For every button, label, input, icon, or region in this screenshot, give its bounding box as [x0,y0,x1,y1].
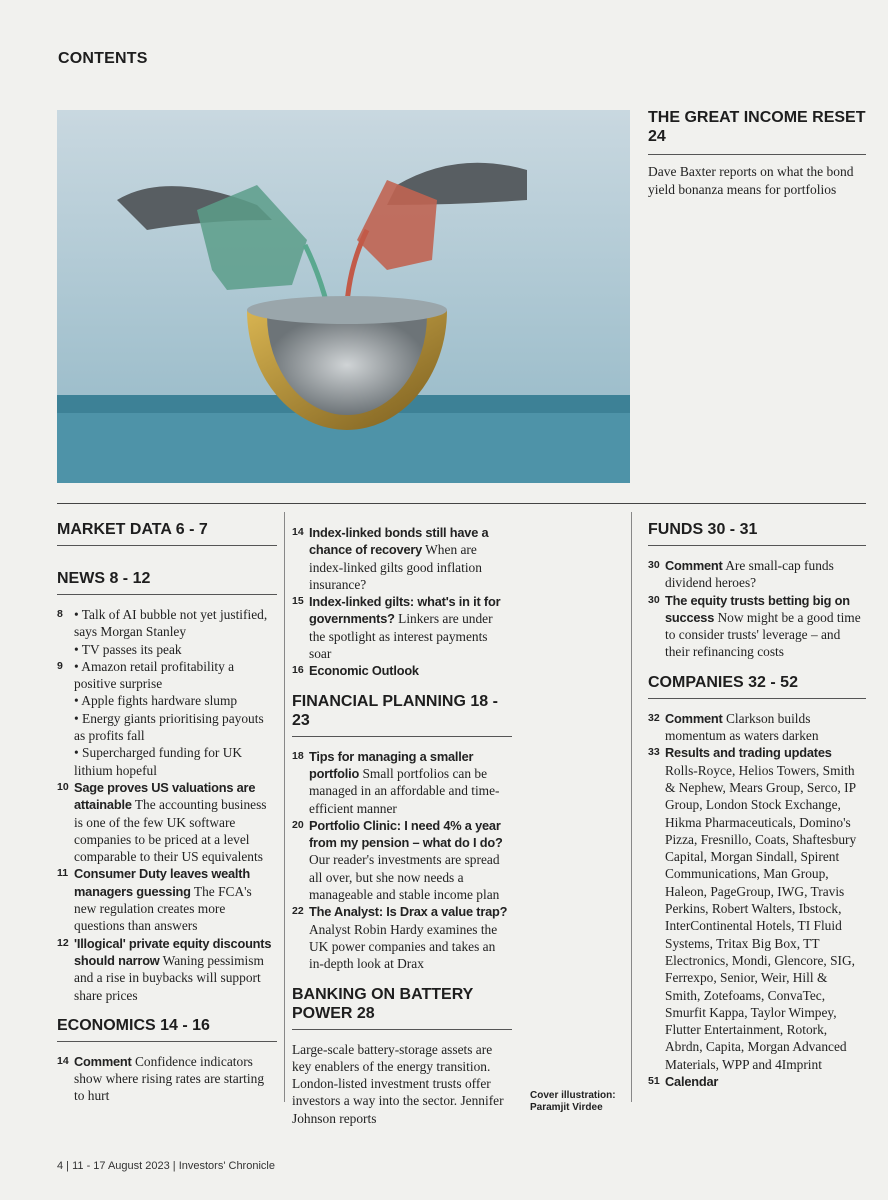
entry-title[interactable]: Comment [665,558,723,573]
spacer [648,661,866,673]
entry-description: Confidence indicators show where rising rates are starting to hurt [74,1053,265,1104]
bullet-text: Amazon retail profitability a positive surprise [74,658,235,692]
contents-entry[interactable] [648,710,866,745]
bullet-item[interactable]: • Apple fights hardware slump [74,693,238,709]
entry-description: Waning pessimism and a rise in buybacks will support share prices [74,952,264,1003]
entry-title[interactable]: Calendar [665,1074,719,1090]
credit-label: Cover illustration: [530,1090,616,1101]
entry-body [309,903,512,972]
contents-entry[interactable] [292,903,512,972]
page-number: 8 [57,608,63,620]
entry-title[interactable]: Tips for managing a smaller portfolio [309,748,474,781]
contents-entry[interactable] [648,557,866,592]
feature-title[interactable]: THE GREAT INCOME RESET 24 [648,108,866,155]
contents-entry[interactable] [57,606,277,658]
contents-entry[interactable] [292,748,512,817]
entry-description: Our reader's investments are spread all over, but she now needs a manageable and stable income plan [309,852,500,903]
credit-name: Paramjit Virdee [530,1102,603,1113]
bullet-text: Supercharged funding for UK lithium hopeful [74,745,243,778]
entry-description: Linkers are under the spotlight as interest payments soar [309,611,493,662]
entry-body [309,593,512,662]
entry-body [665,744,866,1073]
entry-description: When are index-linked gilts good inflation insurance? [309,542,482,592]
entry-title[interactable]: Results and trading updates [665,745,832,761]
page-footer: 4 | 11 - 17 August 2023 | Investors' Chronicle [57,1160,275,1172]
entry-title[interactable]: Consumer Duty leaves wealth managers guessing [74,866,250,899]
bullet-item[interactable]: • Amazon retail profitability a positive surprise [74,658,235,692]
cover-illustration [57,110,630,483]
entry-description: Rolls-Royce, Helios Towers, Smith & Nephew, Mears Group, Serco, IP Group, London Stock Exchange, Hikma Pharmaceuticals, Domino's Pizza, Fresnillo, Coats, Shaftesbury Capital, Morgan Sindall, Spirent Communications, Man Group, Haleon, PageGroup, IWG, Travis Perkins, Robert Walters, Ibstock, InterContinental Hotels, TI Fluid Systems, Tritax Big Box, TT Electronics, Mondi, Glencore, SIG, Ferrexpo, Senior, Weir, Hill & Smith, Zotefoams, ConvaTec, Smurfit Kappa, Taylor Wimpey, Flutter Entertainment, Rotork, Abrdn, Capita, Morgan Advanced Materials, WPP and 4Imprint [665,762,857,1072]
section-heading[interactable]: COMPANIES 32 - 52 [648,673,866,699]
entry-body [74,1053,277,1105]
bullet-item[interactable]: • Talk of AI bubble not yet justified, says Morgan Stanley [74,607,268,640]
page-number: 11 [57,867,69,880]
entry-description: The FCA's new regulation creates more questions than answers [74,883,252,934]
section-heading[interactable]: FUNDS 30 - 31 [648,520,866,546]
section-heading[interactable]: FINANCIAL PLANNING 18 - 23 [292,692,512,737]
page-number: 16 [292,664,304,677]
entry-description: Analyst Robin Hardy examines the UK power companies and takes an in-depth look at Drax [309,921,498,972]
contents-entry[interactable] [292,524,512,593]
entry-body [74,935,277,1004]
section-heading[interactable]: MARKET DATA 6 - 7 [57,520,277,546]
entry-body [309,817,512,903]
entry-title[interactable]: Economic Outlook [309,663,419,679]
page-number: 20 [292,818,304,831]
page-number: 32 [648,711,660,724]
entry-body [74,865,277,934]
entry-description: Small portfolios can be managed in an affordable and time-efficient manner [309,765,500,816]
page-number: 18 [292,749,304,762]
entry-body [309,524,512,593]
bullet-text: Talk of AI bubble not yet justified, says Morgan Stanley [74,607,268,640]
contents-entry[interactable] [57,865,277,934]
contents-column-2 [292,524,512,1127]
page-number: 14 [57,1054,69,1067]
entry-title[interactable]: The Analyst: Is Drax a value trap? [309,904,508,920]
contents-entry[interactable] [292,817,512,903]
page-number: 33 [648,746,660,759]
bullet-item[interactable]: • Energy giants prioritising payouts as profits fall [74,710,264,744]
entry-title[interactable]: Index-linked gilts: what's in it for governments? [309,594,501,627]
entry-body [665,592,866,661]
page-number: 30 [648,593,660,606]
cover-credit [530,1090,616,1114]
bullet-text: TV passes its peak [81,641,182,657]
entry-description: Are small-cap funds dividend heroes? [665,558,834,591]
contents-column-1 [57,520,277,1105]
entry-title[interactable]: The equity trusts betting big on success [665,592,850,625]
entry-body [74,658,277,779]
page-number: 15 [292,595,304,608]
entry-title[interactable]: Index-linked bonds still have a chance of recovery [309,525,489,558]
spacer [57,1004,277,1016]
entry-body [74,606,277,658]
contents-entry[interactable] [57,779,277,865]
entry-title[interactable]: Portfolio Clinic: I need 4% a year from my pension – what do I do? [309,817,503,851]
feature-story[interactable] [648,108,866,198]
page-number: 10 [57,780,69,793]
entry-body [665,1073,718,1090]
contents-entry[interactable] [648,744,866,1073]
entry-title[interactable]: 'Illogical' private equity discounts should narrow [74,935,272,968]
page-number: 51 [648,1075,660,1088]
entry-title[interactable]: Comment [665,710,723,726]
feature-summary: Dave Baxter reports on what the bond yield bonanza means for portfolios [648,164,854,197]
section-heading[interactable]: NEWS 8 - 12 [57,569,277,595]
contents-entry[interactable] [292,662,512,679]
column-divider [631,512,632,1102]
entry-body [665,710,866,745]
section-heading[interactable]: ECONOMICS 14 - 16 [57,1016,277,1042]
page-number: 12 [57,936,69,949]
entry-description: The accounting business is one of the few UK software companies to be priced at a level comparable to their US equivalents [74,797,267,865]
entry-title[interactable]: Comment [74,1053,132,1069]
entry-body [309,748,512,817]
contents-column-3 [648,520,866,1090]
bullet-text: Energy giants prioritising payouts as profits fall [74,710,264,744]
page-number: 30 [648,559,660,571]
spacer [292,973,512,985]
bullet-text: Apple fights hardware slump [81,693,238,709]
column-divider [284,512,285,1102]
entry-title[interactable]: Sage proves US valuations are attainable [74,779,256,813]
page-title: CONTENTS [58,50,148,67]
section-intro: Large-scale battery-storage assets are key enablers of the energy transition. London-listed investment trusts offer investors a way into the sector. Jennifer Johnson reports [292,1041,504,1126]
page-number: 14 [292,526,304,538]
contents-entry[interactable] [292,593,512,662]
entry-body [665,557,866,592]
divider [57,503,866,504]
contents-entry[interactable] [57,935,277,1004]
section-heading[interactable]: BANKING ON BATTERY POWER 28 [292,985,512,1030]
entry-description: Now might be a good time to consider trusts' leverage – and their refinancing costs [665,609,861,660]
contents-entry[interactable] [57,658,277,779]
entry-description: Clarkson builds momentum as waters darken [665,710,819,744]
page-number: 9 [57,659,63,672]
bullet-item[interactable]: • Supercharged funding for UK lithium hopeful [74,745,243,778]
page-number: 22 [292,905,304,918]
contents-entry[interactable] [648,592,866,661]
contents-entry[interactable] [648,1073,866,1090]
entry-body [309,662,419,679]
spacer [57,557,277,569]
bullet-item[interactable]: • TV passes its peak [74,641,182,657]
contents-entry[interactable] [57,1053,277,1105]
entry-body [74,779,277,865]
spacer [292,680,512,692]
